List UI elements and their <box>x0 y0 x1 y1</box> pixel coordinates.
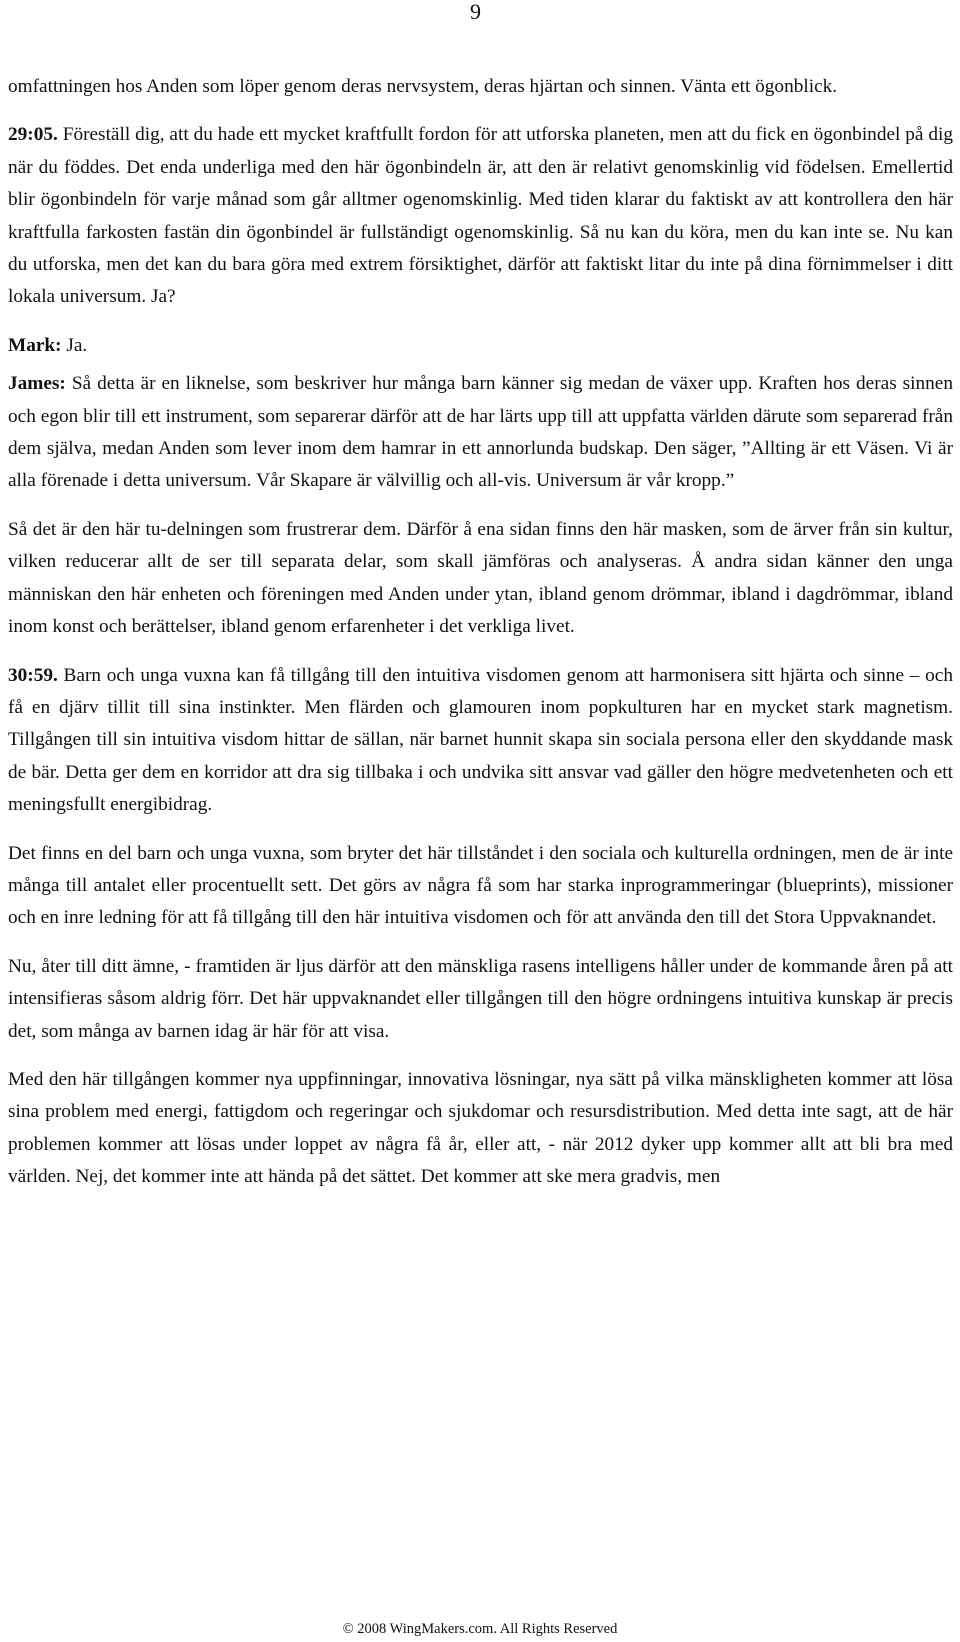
paragraph-text: omfattningen hos Anden som löper genom deras nervsystem, deras hjärtan och sinnen. Vänta ett ögonblick. <box>8 76 838 97</box>
paragraph-text: Med den här tillgången kommer nya uppfinningar, innovativa lösningar, nya sätt på vilka mänskligheten kommer att lösa sina problem med energi, fattigdom och regeringar och sjukdomar och resursdistribution. Med detta inte sagt, att de här problemen kommer att lösas under loppet av några få år, eller att, - när 2012 dyker upp kommer allt att bli bra med världen. Nej, det kommer inte att hända på det sättet. Det kommer att ske mera gradvis, men <box>8 1068 953 1188</box>
paragraph-3 <box>8 330 953 362</box>
paragraph-1 <box>8 71 953 103</box>
paragraph-7 <box>8 838 953 935</box>
paragraph-8 <box>8 951 953 1048</box>
speaker-label: James: <box>8 373 66 395</box>
paragraph-2 <box>8 119 953 313</box>
paragraph-5 <box>8 514 953 644</box>
paragraph-text: Det finns en del barn och unga vuxna, som bryter det här tillståndet i den sociala och kulturella ordningen, men de är inte många till antalet eller procentuellt sett. Det görs av några få som har starka inprogrammeringar (blueprints), missioner och en inre ledning för att få tillgång till den här intuitiva visdomen och för att använda den till det Stora Uppvaknandet. <box>8 842 953 929</box>
page-number: 9 <box>470 0 481 24</box>
paragraph-text: Så detta är en liknelse, som beskriver hur många barn känner sig medan de växer upp. Kraften hos deras sinnen och egon blir till ett instrument, som separerar därför att de har lärts upp till att uppfatta världen därute som separerad från dem själva, medan Anden som lever inom dem hamrar in ett annorlunda budskap. Den säger, ”Allting är ett Väsen. Vi är alla förenade i detta universum. Vår Skapare är välvillig och all-vis. Universum är vår kropp.” <box>8 373 954 492</box>
copyright-footer: © 2008 WingMakers.com. All Rights Reserved <box>342 1621 618 1637</box>
paragraph-9 <box>8 1064 953 1194</box>
paragraph-text: Föreställ dig, att du hade ett mycket kraftfullt fordon för att utforska planeten, men att du fick en ögonbindel på dig när du föddes. Det enda underliga med den här ögonbindeln är, att den är relativt genomskinlig vid födelsen. Emellertid blir ögonbindeln för varje månad som går alltmer ogenomskinlig. Med tiden klarar du faktiskt av att kontrollera den här kraftfulla farkosten fastän din ögonbindel är fullständigt ogenomskinlig. Så nu kan du köra, men du kan inte se. Nu kan du utforska, men det kan du bara göra med extrem försiktighet, därför att faktiskt litar du inte på dina förnimmelser i ditt lokala universum. Ja? <box>8 124 953 308</box>
paragraph-4 <box>8 368 953 498</box>
paragraph-text: Så det är den här tu-delningen som frustrerar dem. Därför å ena sidan finns den här masken, som de ärver från sin kultur, vilken reducerar allt de ser till separata delar, som skall jämföras och analyseras. Å andra sidan känner den unga människan den här enheten och föreningen med Anden under ytan, ibland genom drömmar, ibland i dagdrömmar, ibland inom konst och berättelser, ibland genom erfarenheter i det verkliga livet. <box>8 518 953 638</box>
speaker-label: Mark: <box>8 334 62 356</box>
paragraph-text: Barn och unga vuxna kan få tillgång till den intuitiva visdomen genom att harmonisera sitt hjärta och sinne – och få en djärv tillit till sina instinkter. Men flärden och glamouren inom popkulturen har en mycket stark magnetism. Tillgången till sin intuitiva visdom hittar de sällan, när barnet hunnit skapa sin sociala persona eller den skyddande mask de bär. Detta ger dem en korridor att dra sig tillbaka i och undvika sitt ansvar vad gäller den högre medvetenheten och ett meningsfullt energibidrag. <box>8 664 953 816</box>
paragraph-text: Nu, åter till ditt ämne, - framtiden är ljus därför att den mänskliga rasens intelligens håller under de kommande åren på att intensifieras såsom aldrig förr. Det här uppvaknandet eller tillgången till den högre ordningens intuitiva kunskap är precis det, som många av barnen idag är här för att visa. <box>8 955 953 1042</box>
paragraph-text: Ja. <box>66 334 88 356</box>
paragraph-6 <box>8 660 953 822</box>
timestamp-label: 29:05. <box>8 124 58 146</box>
timestamp-label: 30:59. <box>8 664 58 686</box>
document-body <box>8 71 953 1210</box>
